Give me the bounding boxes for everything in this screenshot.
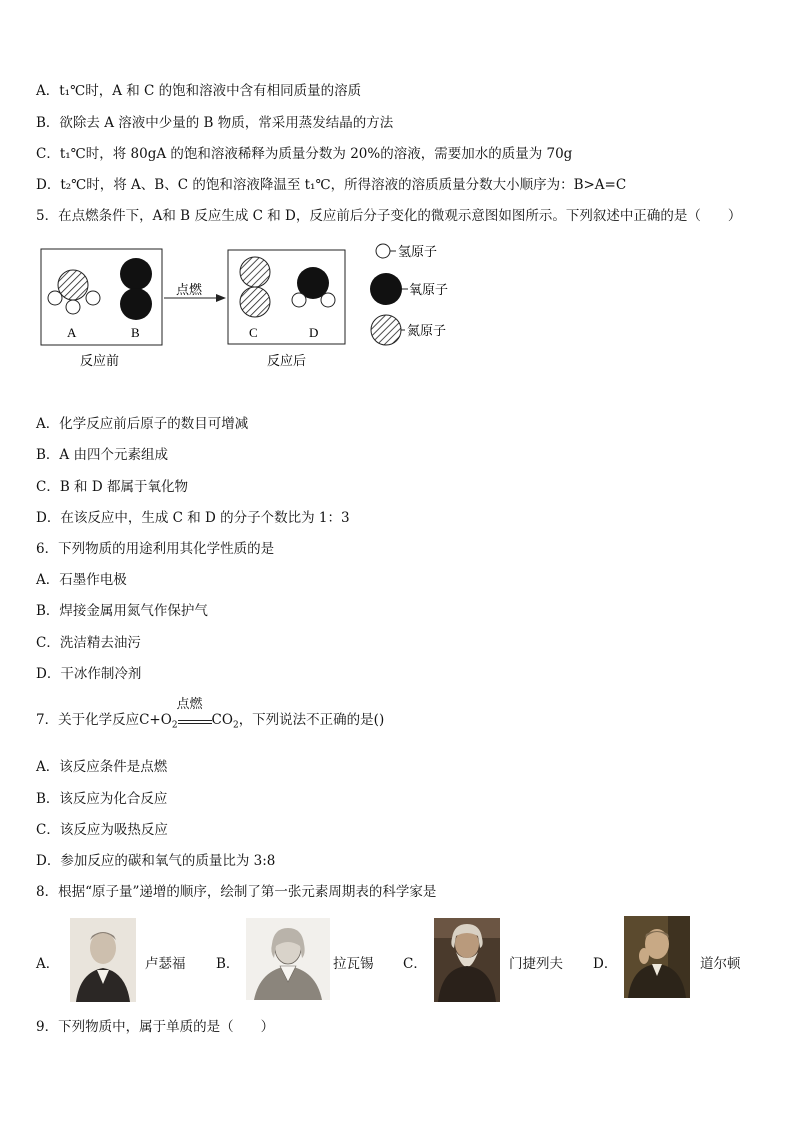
q8-stem: 8．根据“原子量”递增的顺序，绘制了第一张元素周期表的科学家是 (36, 884, 437, 900)
q8-option-a-letter: A． (36, 956, 60, 972)
q4-option-b: B．欲除去 A 溶液中少量的 B 物质，常采用蒸发结晶的方法 (36, 115, 394, 131)
hydrogen-atom-icon (66, 300, 80, 314)
portrait-rutherford-image (70, 918, 136, 1002)
q8-name-mendeleev: 门捷列夫 (509, 956, 563, 972)
legend-nitrogen-icon (371, 315, 401, 345)
q7-stem-suffix: ，下列说法不正确的是() (238, 712, 385, 728)
molecule-diagram (0, 0, 794, 380)
q7-option-b: B．该反应为化合反应 (36, 791, 168, 807)
label-b: B (131, 325, 140, 340)
label-a: A (67, 325, 77, 340)
q7-option-d: D．参加反应的碳和氧气的质量比为 3:8 (36, 853, 276, 869)
q6-stem: 6．下列物质的用途利用其化学性质的是 (36, 541, 275, 557)
q8-option-b-letter: B． (216, 956, 240, 972)
oxygen-atom-icon (120, 288, 152, 320)
nitrogen-atom-icon (240, 287, 270, 317)
label-c: C (249, 325, 258, 340)
q9-stem: 9．下列物质中，属于单质的是（ ） (36, 1019, 275, 1035)
q6-option-d: D．干冰作制冷剂 (36, 666, 142, 682)
q6-option-a: A．石墨作电极 (36, 572, 127, 588)
before-caption: 反应前 (80, 353, 120, 368)
equation-left: C+O (139, 712, 172, 728)
q7-stem-prefix: 7．关于化学反应 (36, 712, 140, 728)
portrait-mendeleev-image (434, 918, 500, 1002)
oxygen-atom-icon (120, 258, 152, 290)
equation-condition: 点燃 (176, 697, 203, 712)
q8-name-rutherford: 卢瑟福 (145, 956, 186, 972)
nitrogen-atom-icon (240, 257, 270, 287)
nitrogen-atom-icon (58, 270, 88, 300)
q6-option-c: C．洗洁精去油污 (36, 635, 141, 651)
q5-option-c: C．B 和 D 都属于氧化物 (36, 479, 188, 495)
hydrogen-atom-icon (86, 291, 100, 305)
q5-option-d: D．在该反应中，生成 C 和 D 的分子个数比为 1：3 (36, 510, 350, 526)
q4-option-d: D．t₂℃时，将 A、B、C 的饱和溶液降温至 t₁℃，所得溶液的溶质质量分数大小顺序为：B>A=C (36, 177, 627, 193)
hydrogen-atom-icon (48, 291, 62, 305)
q5-option-b: B．A 由四个元素组成 (36, 447, 168, 463)
q5-option-a: A．化学反应前后原子的数目可增减 (36, 416, 249, 432)
q8-option-c-letter: C． (403, 956, 427, 972)
q7-option-c: C．该反应为吸热反应 (36, 822, 168, 838)
after-caption: 反应后 (267, 353, 307, 368)
equation-arrow (176, 697, 212, 724)
q8-name-dalton: 道尔顿 (700, 956, 741, 972)
legend-nitrogen-label: 氮原子 (407, 323, 447, 338)
q7-stem (36, 697, 385, 735)
legend-hydrogen-icon (376, 244, 390, 258)
equation-right: CO (211, 712, 233, 728)
hydrogen-atom-icon (321, 293, 335, 307)
q4-option-c: C．t₁℃时，将 80gA 的饱和溶液稀释为质量分数为 20%的溶液，需要加水的质量为 70g (36, 146, 573, 162)
legend-oxygen-label: 氧原子 (409, 282, 449, 297)
legend-hydrogen-label: 氢原子 (398, 244, 438, 259)
subscript-2: 2 (171, 720, 178, 731)
portrait-dalton-image (624, 916, 690, 998)
label-d: D (309, 325, 319, 340)
q7-option-a: A．该反应条件是点燃 (36, 759, 168, 775)
q6-option-b: B．焊接金属用氮气作保护气 (36, 603, 208, 619)
arrow-label: 点燃 (176, 282, 203, 297)
q8-option-d-letter: D． (593, 956, 618, 972)
legend-oxygen-icon (370, 273, 402, 305)
portrait-lavoisier-image (246, 918, 330, 1000)
q8-name-lavoisier: 拉瓦锡 (333, 956, 374, 972)
q5-stem: 5．在点燃条件下，A和 B 反应生成 C 和 D，反应前后分子变化的微观示意图如图所示。下列叙述中正确的是（ ） (36, 208, 742, 224)
hydrogen-atom-icon (292, 293, 306, 307)
arrow-icon (216, 294, 226, 302)
subscript-2: 2 (232, 720, 239, 731)
q4-option-a: A．t₁℃时，A 和 C 的饱和溶液中含有相同质量的溶质 (36, 83, 362, 99)
